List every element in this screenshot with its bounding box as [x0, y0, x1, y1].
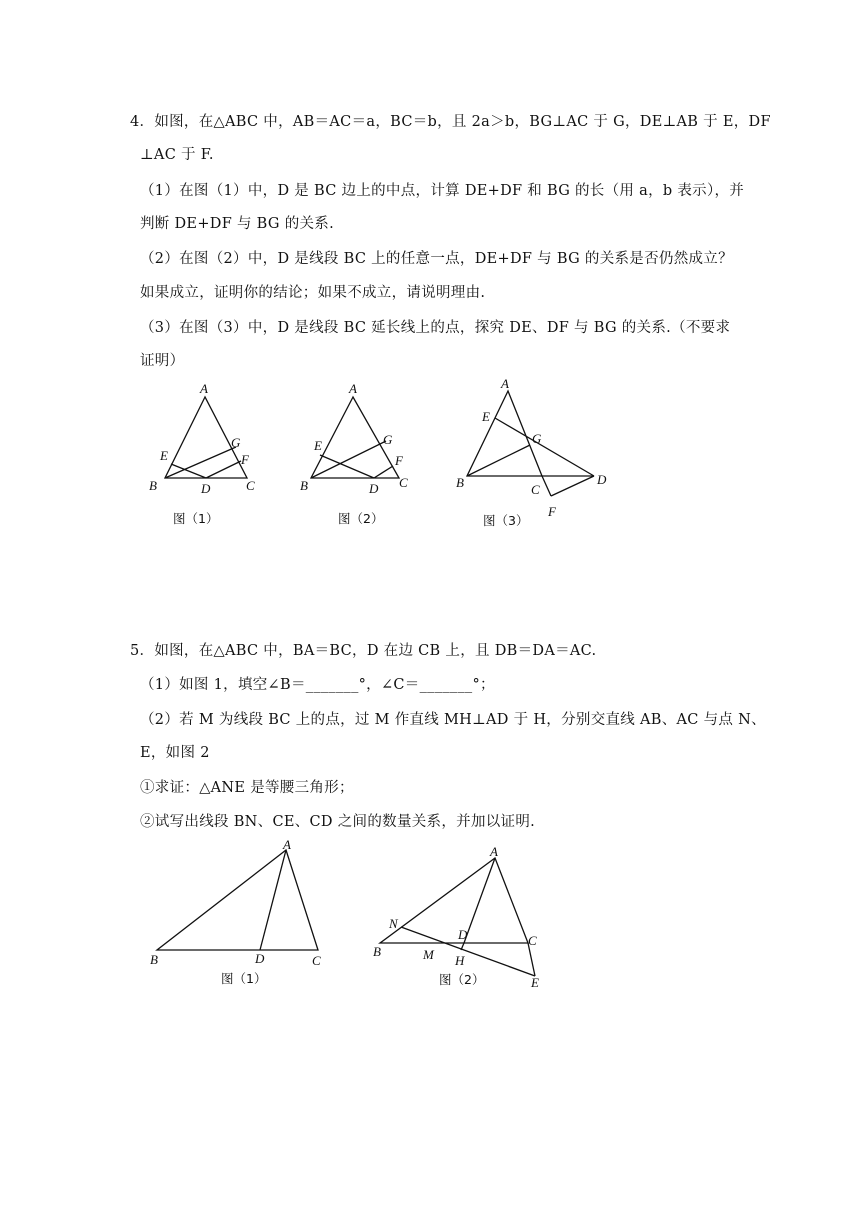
label-d: D — [255, 951, 265, 966]
p5-line-6: ②试写出线段 BN、CE、CD 之间的数量关系，并加以证明. — [140, 814, 536, 830]
p5-line-5: ①求证：△ANE 是等腰三角形； — [140, 780, 354, 796]
p5-line-1: 5．如图，在△ABC 中，BA＝BC，D 在边 CB 上，且 DB＝DA＝AC. — [130, 643, 597, 659]
triangle-abc — [380, 858, 528, 943]
label-m: M — [423, 947, 434, 962]
label-g: G — [532, 431, 542, 446]
label-b: B — [150, 952, 158, 967]
segment-bg — [311, 441, 386, 478]
label-f: F — [241, 452, 249, 467]
label-e: E — [160, 448, 168, 463]
p4-figure-2 — [295, 375, 435, 535]
segment-ad — [260, 850, 286, 950]
label-g: G — [383, 432, 393, 447]
p4-figure-1 — [140, 375, 280, 535]
segment-bg — [467, 445, 530, 476]
label-e: E — [531, 975, 539, 990]
triangle-abc — [157, 850, 318, 950]
segment-ad — [464, 858, 495, 943]
p4-line-2: ⊥AC 于 F. — [140, 147, 214, 163]
label-b: B — [149, 478, 157, 493]
label-e: E — [482, 409, 490, 424]
segment-df — [374, 466, 393, 478]
segment-df — [551, 476, 594, 496]
label-a: A — [200, 381, 208, 396]
p5-line-2: （1）如图 1，填空∠B＝_______°，∠C＝_______°； — [140, 677, 495, 693]
figure-caption: 图（2） — [439, 972, 485, 987]
p5-figure-1 — [140, 835, 340, 990]
p5-line-3: （2）若 M 为线段 BC 上的点，过 M 作直线 MH⊥AD 于 H，分别交直线 AB、AC 与点 N、 — [140, 712, 766, 728]
label-n: N — [389, 916, 398, 931]
label-d: D — [597, 472, 607, 487]
p4-line-4: 判断 DE+DF 与 BG 的关系. — [140, 216, 334, 232]
label-g: G — [231, 435, 241, 450]
figure-caption: 图（3） — [483, 513, 529, 528]
label-c: C — [531, 482, 540, 497]
label-d: D — [369, 481, 379, 496]
segment-df — [206, 461, 241, 478]
segment-bg — [165, 447, 236, 478]
segment-de — [495, 418, 594, 476]
label-a: A — [490, 844, 498, 859]
p4-line-3: （1）在图（1）中，D 是 BC 边上的中点，计算 DE+DF 和 BG 的长（用 a，b 表示），并 — [140, 183, 745, 199]
label-c: C — [399, 475, 408, 490]
label-e: E — [314, 438, 322, 453]
triangle-abc — [467, 391, 542, 476]
label-f: F — [395, 453, 403, 468]
label-a: A — [349, 381, 357, 396]
segment-ne — [401, 927, 535, 976]
p5-figure-2 — [365, 840, 555, 995]
label-b: B — [373, 944, 381, 959]
label-h: H — [455, 953, 465, 968]
label-d: D — [458, 927, 468, 942]
label-a: A — [283, 837, 291, 852]
p4-line-8: 证明） — [140, 353, 185, 369]
label-b: B — [300, 478, 308, 493]
label-c: C — [312, 953, 321, 968]
figure-caption: 图（1） — [173, 511, 219, 526]
segment-de — [320, 455, 374, 478]
figure-caption: 图（1） — [221, 971, 267, 986]
segment-de — [171, 464, 206, 478]
label-c: C — [246, 478, 255, 493]
figure-caption: 图（2） — [338, 511, 384, 526]
p4-figure-3 — [450, 372, 620, 535]
p4-line-6: 如果成立，证明你的结论；如果不成立，请说明理由. — [140, 285, 486, 301]
p4-line-7: （3）在图（3）中，D 是线段 BC 延长线上的点，探究 DE、DF 与 BG 的关系.（不要求 — [140, 320, 731, 336]
p5-line-4: E，如图 2 — [140, 745, 210, 761]
label-b: B — [456, 475, 464, 490]
label-d: D — [201, 481, 211, 496]
label-a: A — [501, 376, 509, 391]
segment-cf — [542, 476, 551, 496]
p4-line-1: 4．如图，在△ABC 中，AB＝AC＝a，BC＝b，且 2a＞b，BG⊥AC 于 G，DE⊥AB 于 E，DF — [130, 114, 771, 130]
p4-line-5: （2）在图（2）中，D 是线段 BC 上的任意一点，DE+DF 与 BG 的关系是否仍然成立？ — [140, 251, 733, 267]
label-c: C — [528, 933, 537, 948]
label-f: F — [548, 504, 556, 519]
